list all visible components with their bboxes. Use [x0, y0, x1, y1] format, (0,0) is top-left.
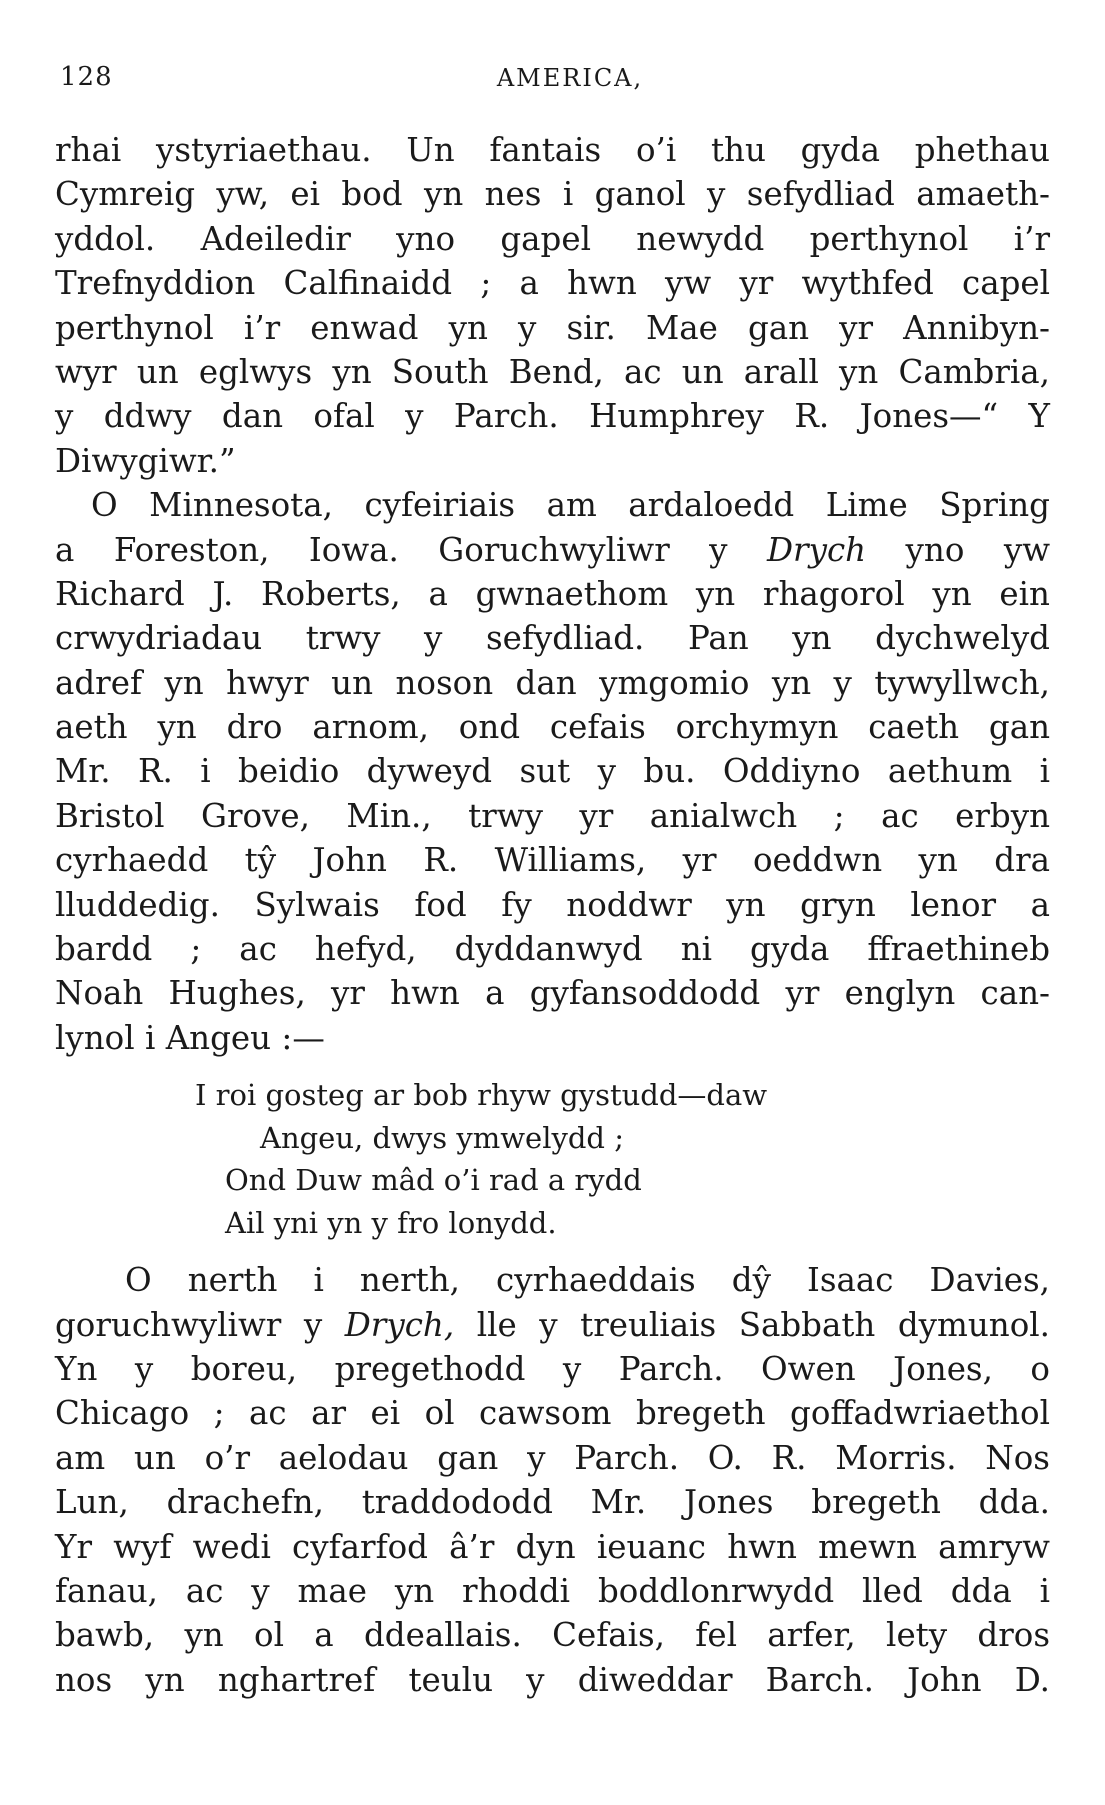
- text-line: rhai ystyriaethau. Un fantais o’i thu gyda phethau: [55, 131, 1050, 169]
- text-line: Yn y boreu, pregethodd y Parch. Owen Jones, o: [55, 1349, 1050, 1388]
- page-number: 128: [60, 62, 113, 92]
- italic-title-drych: Drych: [767, 530, 867, 569]
- text-line: Bristol Grove, Min., trwy yr anialwch ; ac erbyn: [55, 796, 1050, 835]
- text-line: aeth yn dro arnom, ond cefais orchymyn caeth gan: [55, 708, 1050, 747]
- text-run: yno yw: [866, 530, 1051, 569]
- body-text: [55, 128, 1050, 1702]
- text-line: y ddwy dan ofal y Parch. Humphrey R. Jones—“ Y: [55, 397, 1050, 436]
- paragraph-3: [55, 1258, 1050, 1702]
- running-title: AMERICA,: [496, 64, 644, 92]
- text-line: Yr wyf wedi cyfarfod â’r dyn ieuanc hwn mewn amryw: [55, 1527, 1050, 1566]
- text-line: [55, 528, 1050, 572]
- text-line: Richard J. Roberts, a gwnaethom yn rhagorol yn ein: [55, 574, 1050, 613]
- text-line: Trefnyddion Calfinaidd ; a hwn yw yr wythfed capel: [55, 264, 1050, 303]
- englyn-poem: [55, 1074, 1050, 1244]
- poem-verse: Ond Duw mâd o’i rad a rydd: [225, 1163, 642, 1198]
- text-line: lynol i Angeu :—: [55, 1018, 325, 1057]
- text-line: bawb, yn ol a ddeallais. Cefais, fel arfer, lety dros: [55, 1616, 1050, 1655]
- text-line: am un o’r aelodau gan y Parch. O. R. Morris. Nos: [55, 1438, 1050, 1477]
- italic-title-drych: Drych,: [344, 1305, 455, 1344]
- text-line: Cymreig yw, ei bod yn nes i ganol y sefydliad amaeth-: [55, 175, 1050, 214]
- text-line: crwydriadau trwy y sefydliad. Pan yn dychwelyd: [55, 619, 1050, 658]
- text-line: Mr. R. i beidio dyweyd sut y bu. Oddiyno aethum i: [55, 752, 1050, 791]
- text-line: adref yn hwyr un noson dan ymgomio yn y tywyllwch,: [55, 663, 1050, 702]
- text-line: Diwygiwr.”: [55, 441, 236, 480]
- text-run: goruchwyliwr y: [55, 1305, 345, 1344]
- text-line: cyrhaedd tŷ John R. Williams, yr oeddwn yn dra: [55, 841, 1050, 880]
- paragraph-2: [55, 483, 1050, 1060]
- text-line: fanau, ac y mae yn rhoddi boddlonrwydd lled dda i: [55, 1571, 1050, 1610]
- text-run: lle y treuliais Sabbath dymunol.: [454, 1305, 1050, 1344]
- poem-verse: Angeu, dwys ymwelydd ;: [260, 1120, 624, 1155]
- text-line: [55, 1303, 1050, 1347]
- text-line: wyr un eglwys yn South Bend, ac un arall yn Cambria,: [55, 352, 1050, 391]
- text-line: O nerth i nerth, cyrhaeddais dŷ Isaac Davies,: [125, 1261, 1050, 1300]
- text-line: perthynol i’r enwad yn y sir. Mae gan yr Annibyn-: [55, 308, 1050, 347]
- text-run: a Foreston, Iowa. Goruchwyliwr y: [55, 530, 767, 569]
- text-line: O Minnesota, cyfeiriais am ardaloedd Lime Spring: [91, 486, 1050, 525]
- text-line: Noah Hughes, yr hwn a gyfansoddodd yr englyn can-: [55, 974, 1050, 1013]
- text-line: Lun, drachefn, traddododd Mr. Jones bregeth dda.: [55, 1483, 1050, 1522]
- running-head: [60, 62, 1050, 102]
- text-line: lluddedig. Sylwais fod fy noddwr yn gryn lenor a: [55, 885, 1050, 924]
- poem-verse: I roi gosteg ar bob rhyw gystudd—daw: [195, 1078, 768, 1113]
- paragraph-1: [55, 128, 1050, 483]
- poem-verse: Ail yni yn y fro lonydd.: [225, 1205, 557, 1240]
- text-line: bardd ; ac hefyd, dyddanwyd ni gyda ffraethineb: [55, 930, 1050, 969]
- text-line: Chicago ; ac ar ei ol cawsom bregeth goffadwriaethol: [55, 1394, 1050, 1433]
- text-line: yddol. Adeiledir yno gapel newydd perthynol i’r: [55, 219, 1050, 258]
- text-line: nos yn nghartref teulu y diweddar Barch. John D.: [55, 1660, 1050, 1699]
